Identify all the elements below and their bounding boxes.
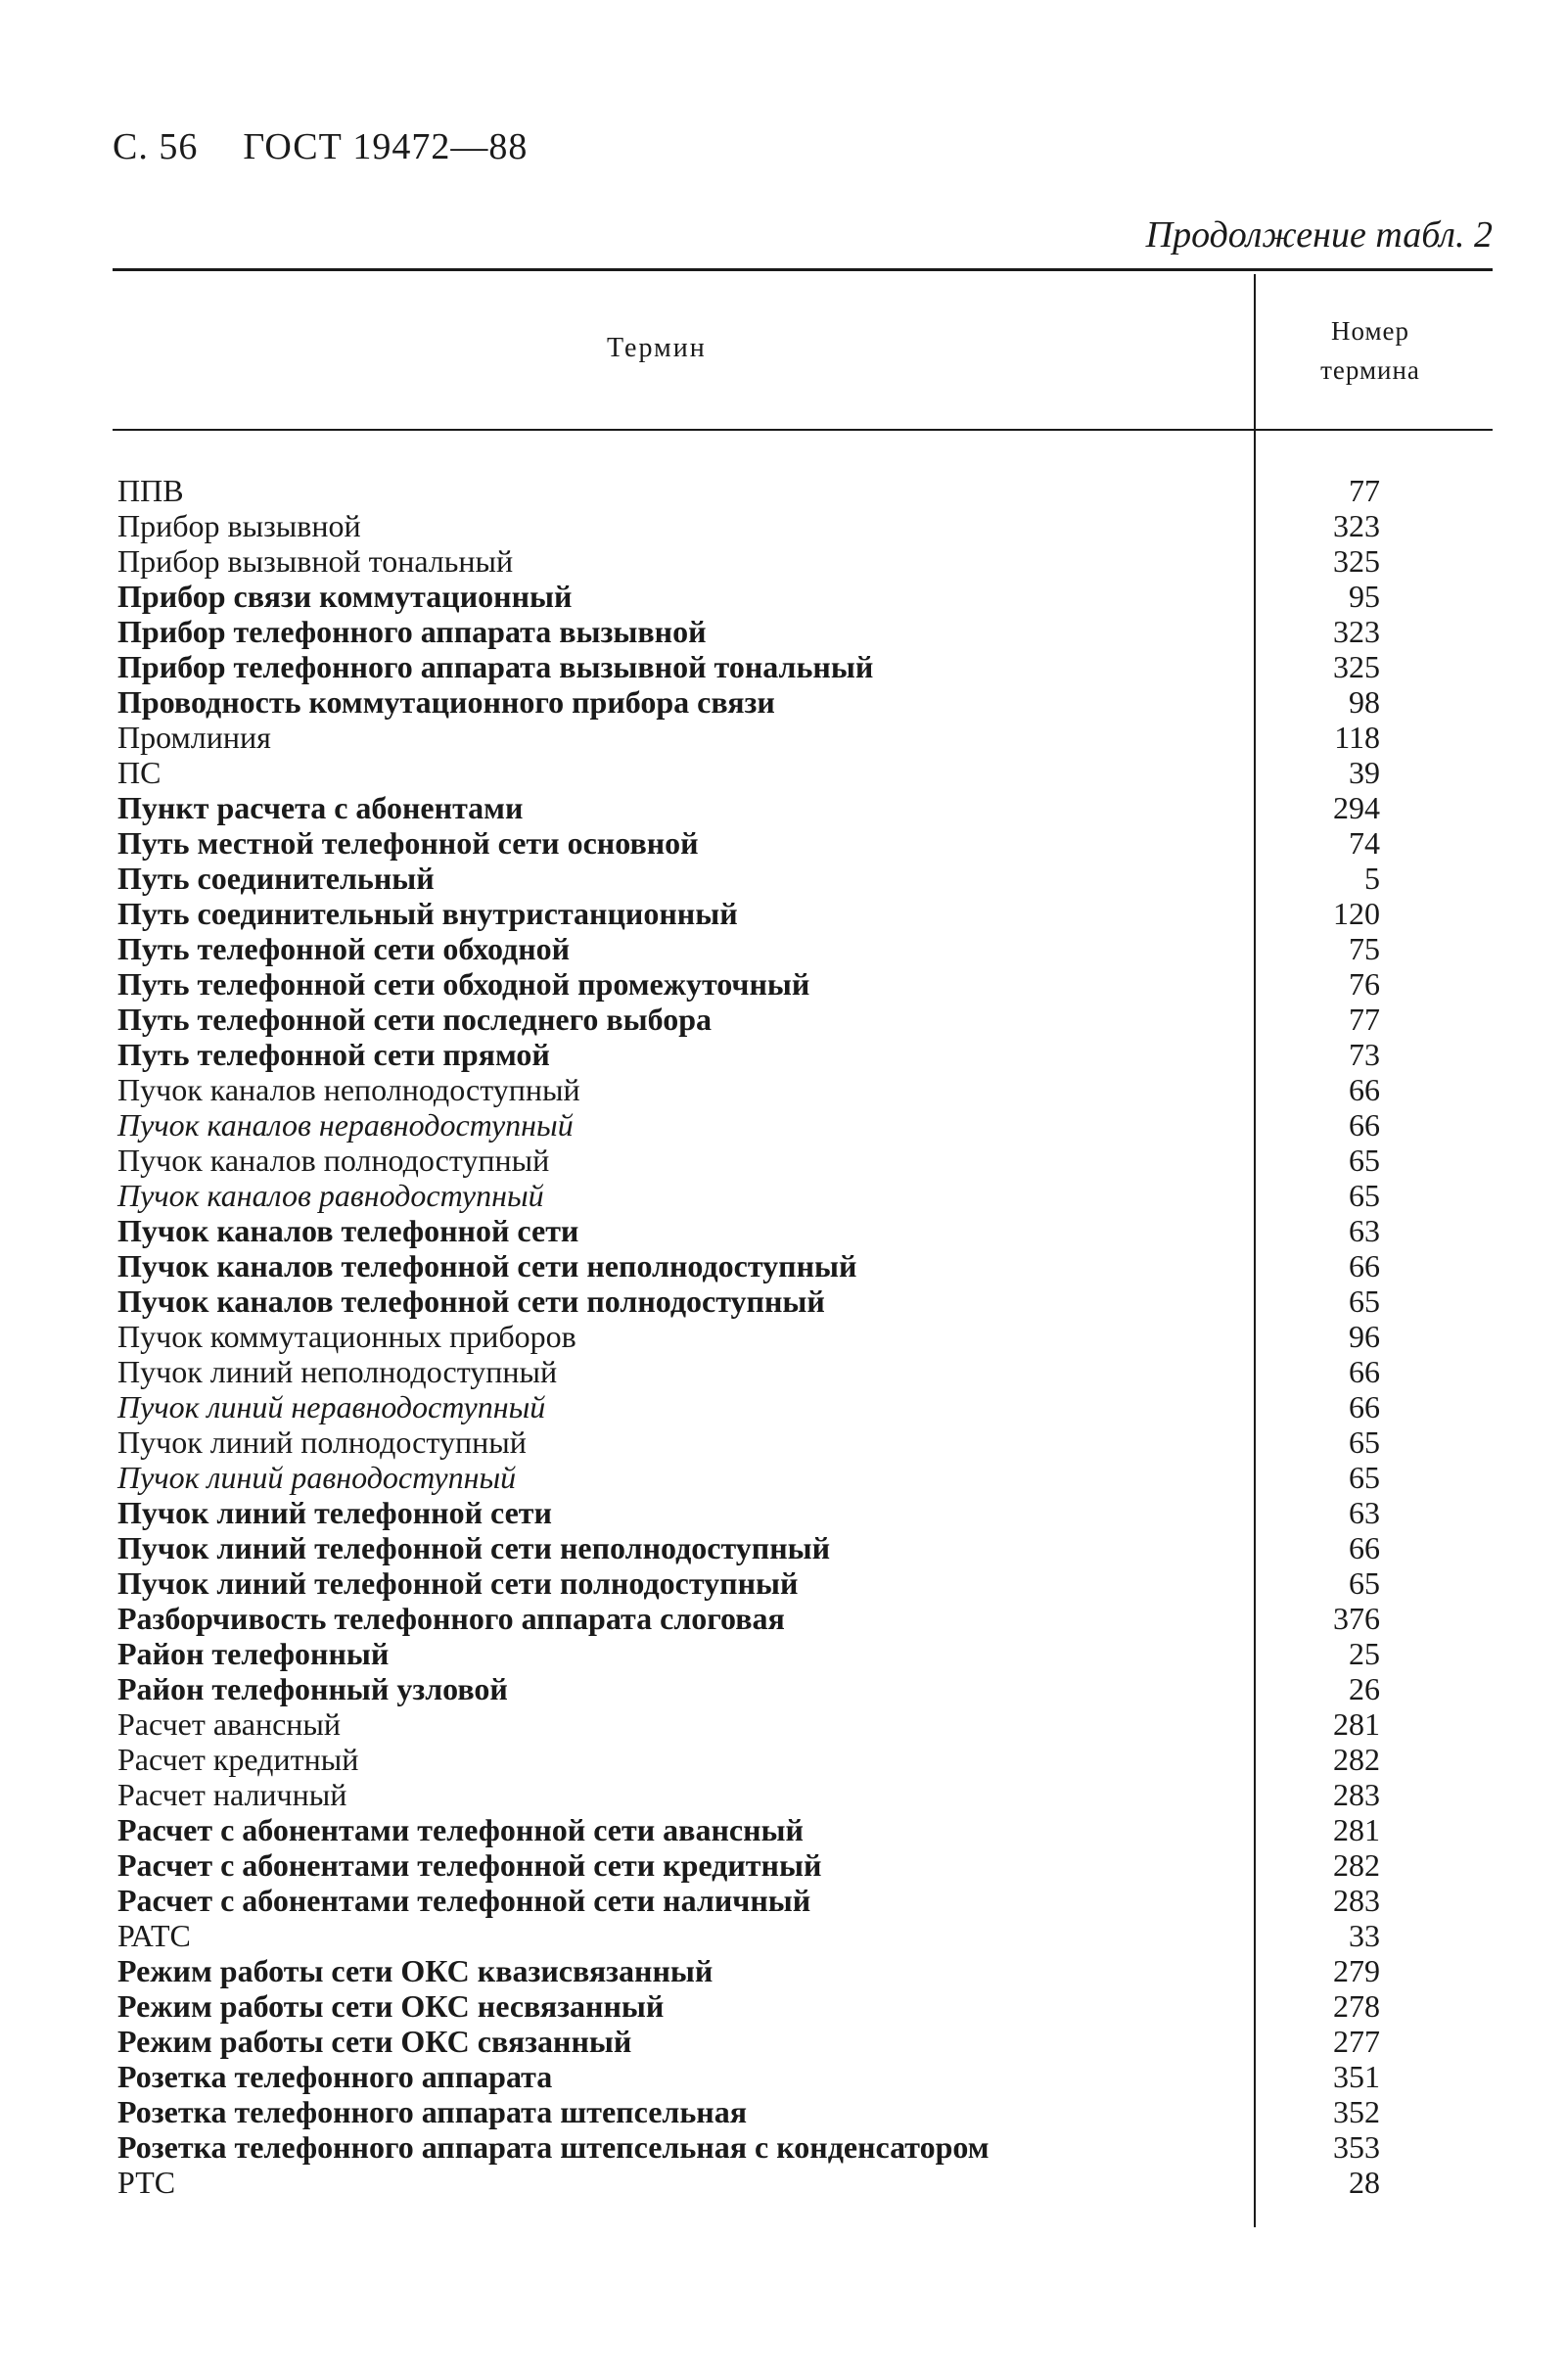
term-number: 66 [1349,1530,1380,1565]
term-text: Пучок каналов телефонной сети неполнодоступный [117,1248,857,1283]
term-text: Путь соединительный [117,861,435,896]
term-text: Пучок линий телефонной сети неполнодоступный [117,1530,831,1565]
term-text: Прибор вызывной тональный [117,543,514,579]
term-text: РТС [117,2165,176,2200]
term-text: Район телефонный узловой [117,1671,508,1706]
table-row [0,1283,1566,1319]
term-text: Пучок линий телефонной сети полнодоступный [117,1565,799,1601]
term-number: 77 [1349,1002,1380,1037]
term-text: Пучок каналов неполнодоступный [117,1072,580,1107]
term-text: Расчет с абонентами телефонной сети наличный [117,1883,811,1918]
term-number: 33 [1349,1918,1380,1953]
term-text: Район телефонный [117,1636,390,1671]
term-number: 26 [1349,1671,1380,1706]
table-row [0,790,1566,825]
table-row [0,2165,1566,2200]
table-row [0,1319,1566,1354]
table-row [0,1213,1566,1248]
term-number: 323 [1333,508,1380,543]
table-row [0,1037,1566,1072]
term-number: 323 [1333,614,1380,649]
term-text: Расчет авансный [117,1706,342,1742]
column-header-number [1272,311,1468,390]
table-row [0,1354,1566,1389]
table-row [0,2094,1566,2129]
term-number: 353 [1333,2129,1380,2165]
term-number: 277 [1333,2024,1380,2059]
term-text: Розетка телефонного аппарата [117,2059,553,2094]
term-text: Расчет наличный [117,1777,347,1812]
term-number: 65 [1349,1143,1380,1178]
term-text: Проводность коммутационного прибора связи [117,684,775,720]
term-number: 76 [1349,966,1380,1002]
terms-table-body [0,473,1566,2200]
term-text: Режим работы сети ОКС квазисвязанный [117,1953,714,1988]
table-row [0,1812,1566,1847]
table-row [0,1883,1566,1918]
table-row [0,1671,1566,1706]
table-row [0,1601,1566,1636]
table-row [0,1953,1566,1988]
table-row [0,508,1566,543]
term-text: Пучок линий полнодоступный [117,1424,527,1460]
term-number: 118 [1334,720,1380,755]
table-header-rule [113,429,1493,431]
term-number: 65 [1349,1424,1380,1460]
term-number: 351 [1333,2059,1380,2094]
table-row [0,1143,1566,1178]
term-text: Расчет кредитный [117,1742,359,1777]
term-number: 75 [1349,931,1380,966]
term-number: 66 [1349,1248,1380,1283]
term-number: 376 [1333,1601,1380,1636]
table-row [0,1742,1566,1777]
term-text: ППВ [117,473,184,508]
term-text: Пучок каналов неравнодоступный [117,1107,574,1143]
term-text: Путь телефонной сети прямой [117,1037,550,1072]
term-text: Пучок коммутационных приборов [117,1319,576,1354]
term-number: 74 [1349,825,1380,861]
term-text: Прибор телефонного аппарата вызывной тональный [117,649,874,684]
term-number: 65 [1349,1283,1380,1319]
term-text: Пучок линий неравнодоступный [117,1389,546,1424]
table-row [0,1777,1566,1812]
term-number: 325 [1333,543,1380,579]
term-number: 73 [1349,1037,1380,1072]
term-text: Розетка телефонного аппарата штепсельная [117,2094,748,2129]
table-row [0,755,1566,790]
term-text: Прибор вызывной [117,508,361,543]
term-number: 39 [1349,755,1380,790]
table-row [0,2024,1566,2059]
term-number: 28 [1349,2165,1380,2200]
table-row [0,1389,1566,1424]
term-text: Путь соединительный внутристанционный [117,896,738,931]
term-number: 95 [1349,579,1380,614]
page-header [113,125,528,168]
term-text: Пучок каналов полнодоступный [117,1143,550,1178]
term-text: Прибор телефонного аппарата вызывной [117,614,707,649]
table-row [0,1847,1566,1883]
table-row [0,1072,1566,1107]
term-number: 98 [1349,684,1380,720]
table-row [0,579,1566,614]
table-row [0,1530,1566,1565]
table-row [0,1107,1566,1143]
term-text: Разборчивость телефонного аппарата слоговая [117,1601,785,1636]
table-row [0,614,1566,649]
term-number: 325 [1333,649,1380,684]
term-text: Режим работы сети ОКС связанный [117,2024,632,2059]
term-number: 65 [1349,1565,1380,1601]
table-row [0,1636,1566,1671]
term-number: 65 [1349,1460,1380,1495]
term-number: 282 [1333,1847,1380,1883]
table-row [0,931,1566,966]
term-text: Прибор связи коммутационный [117,579,573,614]
term-text: Промлиния [117,720,271,755]
term-number: 281 [1333,1812,1380,1847]
term-number: 66 [1349,1389,1380,1424]
term-number: 66 [1349,1107,1380,1143]
table-row [0,543,1566,579]
table-row [0,896,1566,931]
table-row [0,1918,1566,1953]
term-number: 283 [1333,1883,1380,1918]
term-text: Пучок каналов телефонной сети полнодоступный [117,1283,825,1319]
term-text: Пункт расчета с абонентами [117,790,524,825]
table-row [0,473,1566,508]
term-number: 25 [1349,1636,1380,1671]
table-continuation-label: Продолжение табл. 2 [1145,214,1493,256]
term-number: 120 [1333,896,1380,931]
term-text: Путь телефонной сети последнего выбора [117,1002,712,1037]
term-number: 63 [1349,1213,1380,1248]
term-number: 66 [1349,1072,1380,1107]
term-number: 77 [1349,473,1380,508]
term-text: Путь местной телефонной сети основной [117,825,699,861]
table-row [0,861,1566,896]
term-text: Режим работы сети ОКС несвязанный [117,1988,665,2024]
term-text: Расчет с абонентами телефонной сети авансный [117,1812,804,1847]
term-number: 63 [1349,1495,1380,1530]
term-text: Пучок линий неполнодоступный [117,1354,558,1389]
table-row [0,684,1566,720]
table-row [0,1002,1566,1037]
term-text: Пучок линий телефонной сети [117,1495,552,1530]
term-number: 283 [1333,1777,1380,1812]
table-row [0,2059,1566,2094]
column-header-term: Термин [607,333,707,363]
page-number: С. 56 [113,126,199,167]
standard-title: ГОСТ 19472—88 [243,126,529,167]
term-number: 282 [1333,1742,1380,1777]
term-text: Расчет с абонентами телефонной сети кредитный [117,1847,822,1883]
term-text: ПС [117,755,161,790]
column-header-number-line1: Номер [1330,316,1410,346]
table-row [0,1178,1566,1213]
term-text: Пучок каналов телефонной сети [117,1213,579,1248]
term-number: 66 [1349,1354,1380,1389]
table-row [0,1706,1566,1742]
table-row [0,1460,1566,1495]
table-row [0,2129,1566,2165]
column-header-number-line2: термина [1320,355,1420,385]
table-row [0,966,1566,1002]
term-number: 96 [1349,1319,1380,1354]
term-number: 294 [1333,790,1380,825]
term-number: 281 [1333,1706,1380,1742]
term-text: Путь телефонной сети обходной [117,931,571,966]
term-number: 65 [1349,1178,1380,1213]
term-number: 352 [1333,2094,1380,2129]
term-number: 278 [1333,1988,1380,2024]
term-text: РАТС [117,1918,191,1953]
table-row [0,1495,1566,1530]
term-number: 5 [1364,861,1380,896]
term-text: Пучок линий равнодоступный [117,1460,517,1495]
term-text: Путь телефонной сети обходной промежуточный [117,966,810,1002]
table-row [0,825,1566,861]
table-row [0,720,1566,755]
term-text: Пучок каналов равнодоступный [117,1178,544,1213]
table-row [0,1424,1566,1460]
term-number: 279 [1333,1953,1380,1988]
term-text: Розетка телефонного аппарата штепсельная с конденсатором [117,2129,990,2165]
table-row [0,649,1566,684]
table-row [0,1248,1566,1283]
table-row [0,1988,1566,2024]
table-top-rule [113,268,1493,271]
table-row [0,1565,1566,1601]
